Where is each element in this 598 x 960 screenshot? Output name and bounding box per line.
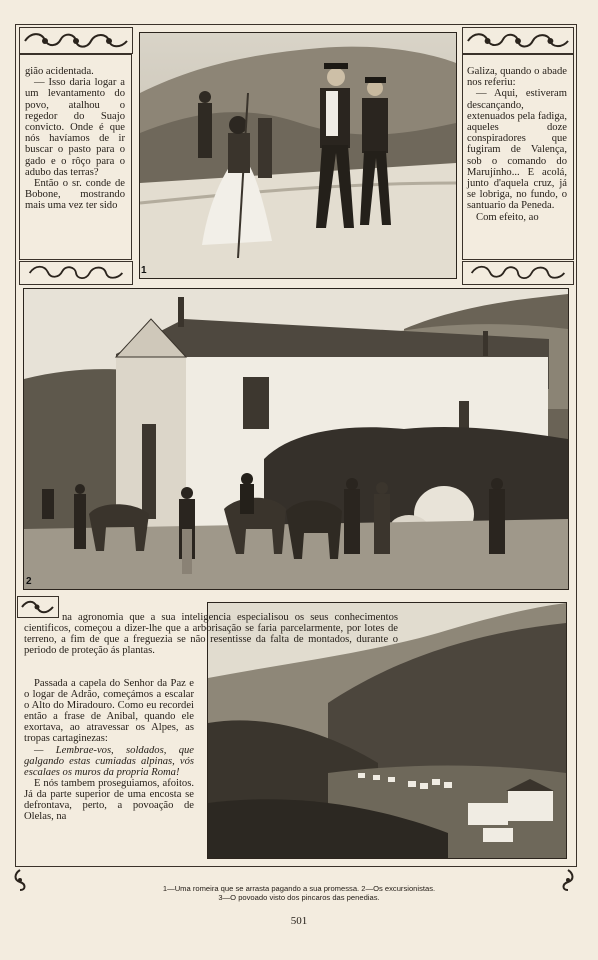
body-paragraph: Passada a capela do Senhor da Paz e o logar de Adrão, começámos a escalar o Alto do Miradouro. Como eu recordei então a frase de Anibal, quando ele exortava, ao atravessar os Alpes, as tropas cartaginezas: — [24, 678, 194, 745]
photo-number: 2 — [26, 576, 32, 587]
scroll-ornament-icon — [21, 263, 131, 283]
body-paragraph: E nós tambem proseguiamos, afoitos. Já da parte superior de uma encosta se defrontava, perto, a povoação de Olelas, na — [24, 777, 194, 823]
body-lead: na agronomia que a sua inteligencia especialisou os seus conhecimentos cientificos, começou a dizer-lhe que a arborisação se faria parcelarmente, por lotes de terreno, a fim de que a freguezia se não resentisse da falta de montados, durante o periodo de proteção ás plantas. — [24, 612, 398, 657]
article-body-column — [24, 678, 194, 822]
page-number: 501 — [290, 915, 308, 927]
right-paragraph: Galiza, quando o abade nos referiu: — [467, 66, 567, 89]
article-body — [24, 612, 398, 656]
left-paragraph: — Isso daria logar a um levantamento do povo, atalhou o regedor do Suajo convicto. Onde é que nós havíamos de ir buscar o pasto para o gado e o rôço para o adubo das terras? — [25, 77, 125, 178]
photo-number: 1 — [141, 265, 147, 276]
ornament-top-left — [19, 27, 133, 54]
right-paragraph: — Aqui, estiveram descançando, extenuados pela fadiga, aqueles doze conspiradores que fugiram de Valença, sob o comando do Marujínho... E acolá, junto d'aquela cruz, já se lobriga, no fundo, o santuario da Peneda. — [467, 88, 567, 212]
ornament-mid-right — [462, 261, 574, 285]
caption-line-2: 3—O povoado visto dos pincaros das penedias. — [218, 893, 380, 902]
scroll-ornament-icon — [464, 30, 572, 52]
caption-line-1: 1—Uma romeira que se arrasta pagando a sua promessa. 2—Os excursionistas. — [162, 884, 436, 893]
left-paragraph: Então o sr. conde de Bobone, mostrando mais uma vez ter sido — [25, 178, 125, 212]
right-column-text — [467, 66, 567, 223]
scroll-ornament-icon — [21, 30, 131, 52]
left-column-text — [25, 66, 125, 212]
pilgrim-scene-image — [140, 33, 456, 278]
chapel-scene-image — [24, 289, 568, 589]
photo-pilgrim — [139, 32, 457, 279]
left-paragraph: gião acidentada. — [25, 66, 94, 77]
photo-chapel — [23, 288, 569, 590]
ornament-mid-left — [19, 261, 133, 285]
body-quote: — Lembrae-vos, soldados, que galgando estas cumiadas alpinas, vós escalaes os muros da propria Roma! — [24, 744, 194, 778]
scroll-ornament-icon — [464, 263, 572, 283]
ornament-top-right — [462, 27, 574, 54]
right-paragraph: Com efeito, ao — [476, 211, 539, 223]
